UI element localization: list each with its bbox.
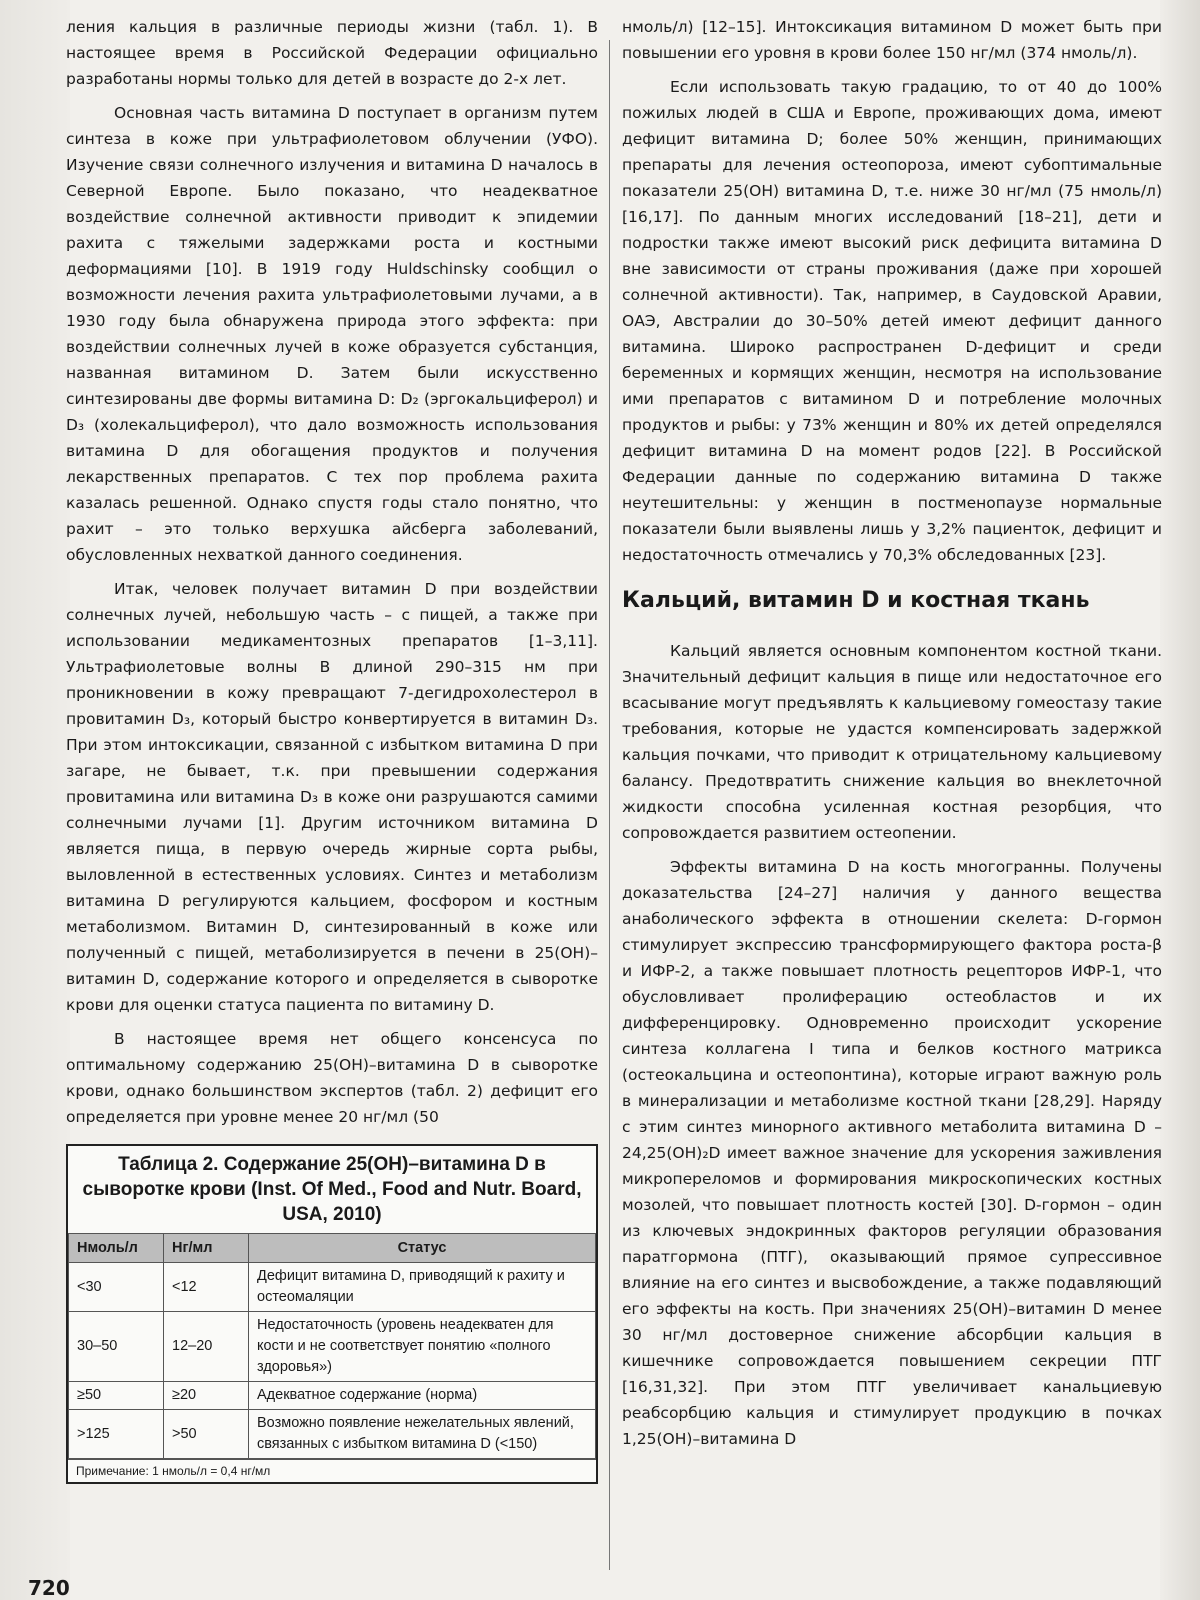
left-column <box>66 14 598 1484</box>
paragraph-right-4: Эффекты витамина D на кость многогранны. Получены доказательства [24–27] наличия у данного вещества анаболического эффекта в отношении скелета: D-гормон стимулирует экспрессию трансформирующего фактора роста-β и ИФР-2, а также повышает плотность рецепторов ИФР-1, что обусловливает пролиферацию остеобластов и их дифференцировку. Одновременно происходит ускорение синтеза коллагена I типа и белков костного матрикса (остеокальцина и остеопонтина), которые играют важную роль в минерализации и метаболизме костной ткани [28,29]. Наряду с этим синтез минорного активного метаболита витамина D – 24,25(OH)₂D имеет важное значение для ускорения заживления микропереломов и формирования микроскопических костных мозолей, что повышает плотность костей [30]. D-гормон – один из ключевых эндокринных факторов регуляции образования паратгормона (ПТГ), оказывающий прямое супрессивное влияние на его синтез и высвобождение, а также подавляющий его эффекты на кость. При значениях 25(OH)–витамин D менее 30 нг/мл достоверное снижение абсорбции кальция в кишечнике сопровождается повышением секреции ПТГ [16,31,32]. При этом ПТГ увеличивает канальциевую реабсорбцию кальция и стимулирует продукцию в почках 1,25(OH)–витамина D <box>622 858 1162 1448</box>
left-page-bleed <box>0 0 70 1600</box>
cell-nmol: ≥50 <box>69 1382 164 1410</box>
cell-nmol: >125 <box>69 1410 164 1459</box>
header-nmol: Нмоль/л <box>69 1234 164 1263</box>
paragraph-right-2: Если использовать такую градацию, то от 40 до 100% пожилых людей в США и Европе, проживающих дома, имеют дефицит витамина D; более 50% женщин, принимающих препараты для лечения остеопороза, имеют субоптимальные показатели 25(OH) витамина D, т.е. ниже 30 нг/мл (75 нмоль/л) [16,17]. По данным многих исследований [18–21], дети и подростки также имеют высокий риск дефицита витамина D вне зависимости от страны проживания (даже при хорошей солнечной активности). Так, например, в Саудовской Аравии, ОАЭ, Австралии до 30–50% детей имеют дефицит данного витамина. Широко распространен D-дефицит и среди беременных и кормящих женщин, несмотря на использование ими препаратов с витамином D и потребление молочных продуктов и рыбы: у 73% женщин и 80% их детей определялся дефицит витамина D на момент родов [22]. В Российской Федерации данные по содержанию витамина D также неутешительны: у женщин в постменопаузе нормальные показатели были выявлены лишь у 3,2% пациенток, дефицит и недостаточность отмечались у 70,3% обследованных [23]. <box>622 78 1162 564</box>
paragraph-left-4: В настоящее время нет общего консенсуса по оптимальному содержанию 25(OH)–витамина D в сыворотке крови, однако большинством экспертов (табл. 2) дефицит его определяется при уровне менее 20 нг/мл (50 <box>66 1030 598 1126</box>
right-page-edge <box>1160 0 1200 1600</box>
right-column <box>622 14 1162 1460</box>
column-divider <box>609 40 610 1570</box>
cell-ng: ≥20 <box>164 1382 249 1410</box>
cell-status: Недостаточность (уровень неадекватен для кости и не соответствует понятию «полного здоровья») <box>249 1312 596 1382</box>
page-number: 720 <box>28 1576 70 1600</box>
cell-status: Дефицит витамина D, приводящий к рахиту и остеомаляции <box>249 1263 596 1312</box>
table-row <box>69 1312 596 1382</box>
cell-ng: >50 <box>164 1410 249 1459</box>
cell-status: Возможно появление нежелательных явлений, связанных с избытком витамина D (<150) <box>249 1410 596 1459</box>
paragraph-left-3: Итак, человек получает витамин D при воздействии солнечных лучей, небольшую часть – с пищей, а также при использовании медикаментозных препаратов [1–3,11]. Ультрафиолетовые волны В длиной 290–315 нм при проникновении в кожу превращают 7-дегидрохолестерол в провитамин D₃, который быстро конвертируется в витамин D₃. При этом интоксикации, связанной с избытком витамина D при загаре, не бывает, т.к. при превышении содержания провитамина или витамина D₃ в коже они разрушаются самими солнечными лучами [1]. Другим источником витамина D является пища, в первую очередь жирные сорта рыбы, выловленной в естественных условиях. Синтез и метаболизм витамина D регулируются кальцием, фосфором и костным метаболизмом. Витамин D, синтезированный в коже или полученный с пищей, метаболизируется в печени в 25(OH)–витамин D, содержание которого и определяется в сыворотке крови для оценки статуса пациента по витамину D. <box>66 580 598 1014</box>
cell-status: Адекватное содержание (норма) <box>249 1382 596 1410</box>
table-header-row <box>69 1234 596 1263</box>
table-note: Примечание: 1 нмоль/л = 0,4 нг/мл <box>68 1459 596 1482</box>
header-status: Статус <box>249 1234 596 1263</box>
section-heading: Кальций, витамин D и костная ткань <box>622 588 1090 613</box>
table-row <box>69 1410 596 1459</box>
header-ng: Нг/мл <box>164 1234 249 1263</box>
table-grid <box>68 1233 596 1459</box>
table-row <box>69 1263 596 1312</box>
paragraph-left-1: ления кальция в различные периоды жизни (табл. 1). В настоящее время в Российской Федерации официально разработаны нормы только для детей в возрасте до 2-х лет. <box>66 18 598 88</box>
table-title: Таблица 2. Содержание 25(OH)–витамина D в сыворотке крови (Inst. Of Med., Food and Nutr. Board, USA, 2010) <box>82 1154 582 1225</box>
cell-ng: <12 <box>164 1263 249 1312</box>
cell-nmol: <30 <box>69 1263 164 1312</box>
vitamin-d-table <box>66 1144 598 1484</box>
cell-nmol: 30–50 <box>69 1312 164 1382</box>
cell-ng: 12–20 <box>164 1312 249 1382</box>
table-row <box>69 1382 596 1410</box>
paragraph-left-2: Основная часть витамина D поступает в организм путем синтеза в коже при ультрафиолетовом облучении (УФО). Изучение связи солнечного излучения и витамина D началось в Северной Европе. Было показано, что неадекватное воздействие солнечной активности приводит к эпидемии рахита с тяжелыми задержками роста и костными деформациями [10]. В 1919 году Huldschinsky сообщил о возможности лечения рахита ультрафиолетовыми лучами, а в 1930 году была обнаружена природа этого эффекта: при воздействии солнечных лучей в коже образуется субстанция, названная витамином D. Затем были искусственно синтезированы две формы витамина D: D₂ (эргокальциферол) и D₃ (холекальциферол), что дало возможность использования витамина D для обогащения продуктов и получения лекарственных препаратов. С тех пор проблема рахита казалась решенной. Однако спустя годы стало понятно, что рахит – это только верхушка айсберга заболеваний, обусловленных нехваткой данного соединения. <box>66 104 598 564</box>
paragraph-right-3: Кальций является основным компонентом костной ткани. Значительный дефицит кальция в пище или недостаточное его всасывание могут предъявлять к кальциевому гомеостазу такие требования, которые не удастся компенсировать задержкой кальция почками, что приводит к отрицательному кальциевому балансу. Предотвратить снижение кальция во внеклеточной жидкости способна усиленная костная резорбция, что сопровождается развитием остеопении. <box>622 642 1162 842</box>
paragraph-right-1: нмоль/л) [12–15]. Интоксикация витамином D может быть при повышении его уровня в крови более 150 нг/мл (374 нмоль/л). <box>622 18 1162 62</box>
